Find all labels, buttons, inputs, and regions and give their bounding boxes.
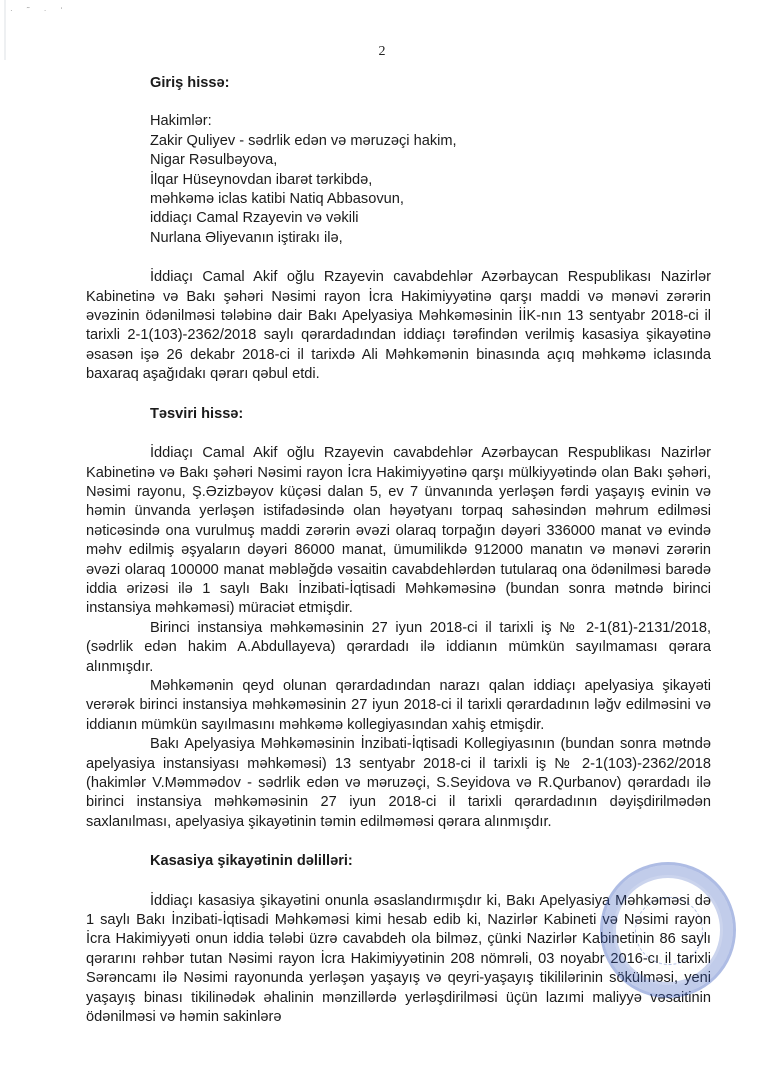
judges-line: Nurlana Əliyevanın iştirakı ilə, (150, 229, 343, 246)
judges-line: Hakimlər: (150, 113, 212, 130)
intro-paragraph: İddiaçı Camal Akif oğlu Rzayevin cavabdehlər Azərbaycan Respublikası Nazirlər Kabinetinə və Bakı şəhəri Nəsimi rayon İcra Hakimiyyətinə qarşı maddi və mənəvi zərərin əvəzinin ödənilməsi tələbinə dair Bakı Apelyasiya Məhkəməsinin İİK-nın 13 sentyabr 2018-ci il tarixli 2-1(103)-2362/2018 saylı qərardadından iddiaçı tərəfindən verilmiş kasasiya şikayətinə əsasən işə 26 dekabr 2018-ci il tarixdə Ali Məhkəmənin binasında açıq məhkəmə iclasında baxaraq aşağıdakı qərarı qəbul etdi. (86, 269, 711, 383)
page-number: 2 (378, 44, 386, 59)
judges-line: məhkəmə iclas katibi Natiq Abbasovun, (150, 191, 404, 208)
judges-line: iddiaçı Camal Rzayevin və vəkili (150, 210, 359, 227)
judges-line: Nigar Rəsulbəyova, (150, 152, 278, 169)
descriptive-paragraph: Bakı Apelyasiya Məhkəməsinin İnzibati-İqtisadi Kollegiyasının (bundan sonra mətndə apelyasiya instansiyası məhkəməsi) 13 sentyabr 2018-ci il tarixli iş № 2-1(103)-2362/2018 (hakimlər V.Məmmədov - sədrlik edən və məruzəçi, S.Seyidova və R.Qurbanov) qərardadı ilə birinci instansiya məhkəməsinin 27 iyun 2018-ci il tarixli qərardadının dəyişdirilmədən saxlanılması, apelyasiya şikayətinin təmin edilməməsi qərara alınmışdır. (86, 736, 711, 830)
cassation-paragraph: İddiaçı kasasiya şikayətini onunla əsaslandırmışdır ki, Bakı Apelyasiya Məhkəməsi də 1 saylı Bakı İnzibati-İqtisadi Məhkəməsi kimi hesab edib ki, Nazirlər Kabineti və Nəsimi rayon İcra Hakimiyyəti onun iddia tələbi üzrə cavabdeh ola bilməz, çünki Nazirlər Kabinetinin 86 saylı qərarını rəhbər tutan Nəsimi rayon İcra Hakimiyyətinin 208 nömrəli, 03 noyabr 2016-cı il tarixli Sərəncamı ilə Nəsimi rayonunda yerləşən yaşayış və qeyri-yaşayış tikililərinin sökülməsi, yeni yaşayış binası tikilinədək əhalinin mənzillərdə yerləşdirilməsi üçün lazımi maliyyə vəsaitinin ödənilməsi və həmin sakinlərə (86, 892, 711, 1026)
descriptive-heading: Təsviri hissə: (150, 405, 244, 422)
judges-block (86, 112, 711, 248)
intro-heading: Giriş hissə: (150, 75, 230, 91)
descriptive-paragraph: İddiaçı Camal Akif oğlu Rzayevin cavabdehlər Azərbaycan Respublikası Nazirlər Kabinetinə və Bakı şəhəri Nəsimi rayon İcra Hakimiyyətinə qarşı mülkiyyətində olan Bakı şəhəri, Nəsimi rayonu, Ş.Əzizbəyov küçəsi dalan 5, ev 7 ünvanında yerləşən fərdi yaşayış evinin və həmin ünvanda yerləşən istifadəsində olan həyətyanı torpaq sahəsindən məhrum edilməsi nəticəsində ona vurulmuş maddi zərərin əvəzi olaraq torpağın dəyəri 336000 manat və evində məhv edilmiş əşyaların dəyəri 86000 manat, ümumilikdə 912000 manatın və mənəvi zərərin əvəzi olaraq 100000 manat məbləğdə vəsaitin cavabdehlərdən tutularaq ona ödənilməsi barədə iddia ərizəsi ilə 1 saylı Bakı İnzibati-İqtisadi Məhkəməsinə (bundan sonra mətndə birinci instansiya məhkəməsi) müraciət etmişdir. (86, 445, 711, 617)
corner-marks: · ˜ · ‘ (10, 6, 69, 15)
descriptive-paragraph: Birinci instansiya məhkəməsinin 27 iyun 2018-ci il tarixli iş № 2-1(81)-2131/2018, (sədrlik edən hakim A.Abdullayeva) qərardadı ilə iddianın mümkün sayılmaması qərara alınmışdır. (86, 619, 711, 675)
judges-line: Zakir Quliyev - sədrlik edən və məruzəçi hakim, (150, 132, 457, 149)
descriptive-paragraph: Məhkəmənin qeyd olunan qərardadından narazı qalan iddiaçı apelyasiya şikayəti verərək birinci instansiya məhkəməsinin 27 iyun 2018-ci il tarixli qərardadının ləğv edilməsini və iddianın mümkün sayılmasını məhkəmə kollegiyasından xahiş etmişdir. (86, 677, 711, 733)
document-body (86, 74, 711, 1027)
judges-line: İlqar Hüseynovdan ibarət tərkibdə, (150, 171, 373, 188)
cassation-heading: Kasasiya şikayətinin dəlilləri: (150, 853, 353, 870)
